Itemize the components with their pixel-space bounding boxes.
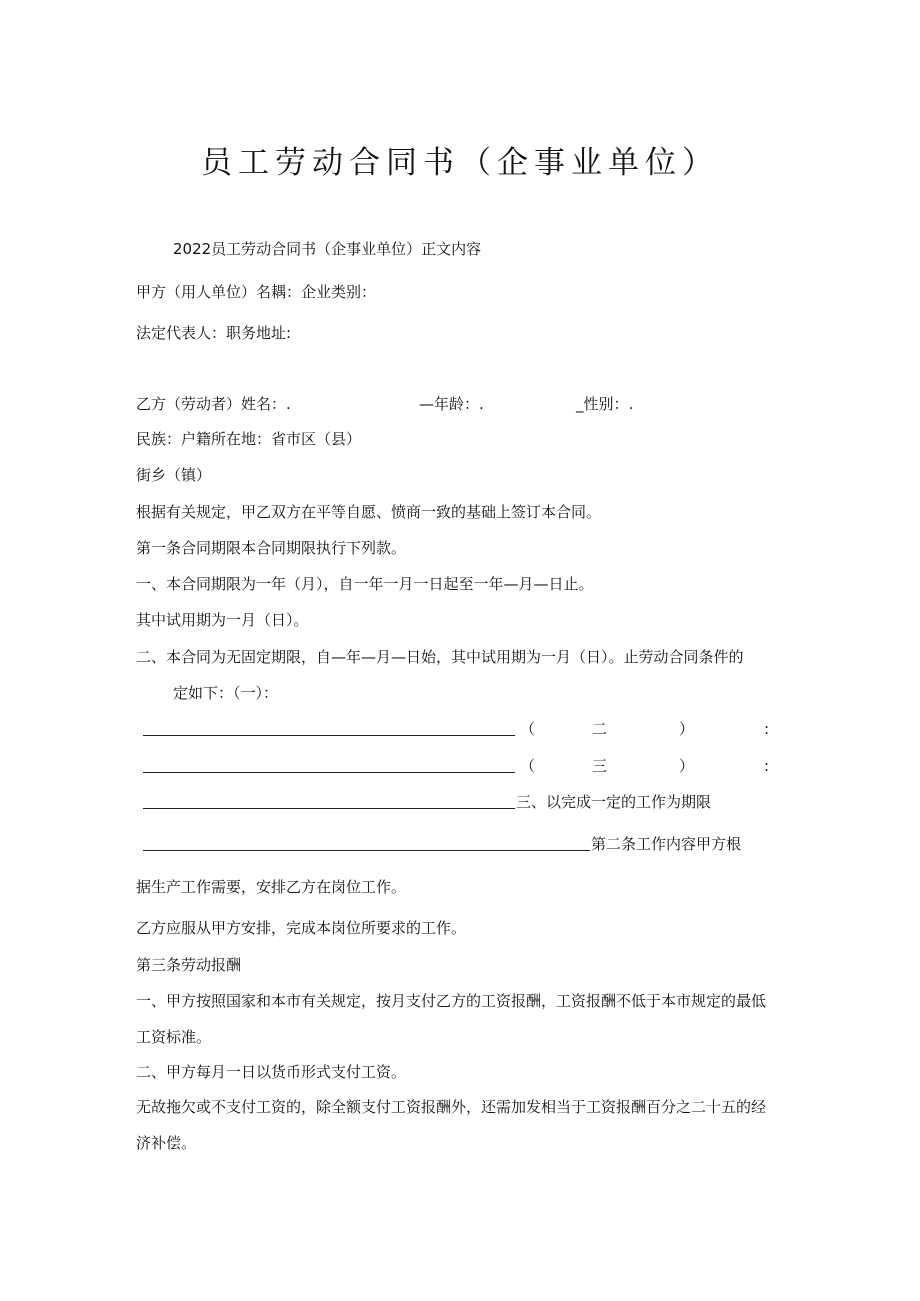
article3-item1-continuation: 工资标准。 [136, 1028, 212, 1046]
blank1-paren-close: ） [679, 720, 695, 738]
blank2-paren-close: ） [679, 757, 695, 775]
blank3-label: 三、以完成一定的工作为期限 [516, 793, 712, 811]
party-b-age-field: —年龄：. [419, 395, 484, 413]
nation-residence-line: 民族：户籍所在地：省市区（县） [136, 430, 362, 448]
fill-in-blank-3[interactable] [143, 794, 515, 809]
article1-item1: 一、本合同期限为一年（月），自一年一月一日起至一年—月—日止。 [136, 575, 594, 593]
fill-in-blank-4[interactable] [143, 836, 590, 851]
intro-paragraph: 根据有关规定，甲乙双方在平等自愿、愤商一致的基础上签订本合同。 [136, 503, 602, 521]
article2-continuation: 据生产工作需要，安排乙方在岗位工作。 [136, 878, 407, 896]
party-b-gender-field: _性别：. [576, 395, 634, 413]
fill-in-blank-1[interactable] [143, 721, 515, 736]
document-subtitle: 2022员工劳动合同书（企事业单位）正文内容 [173, 240, 482, 258]
article2-paragraph-b: 乙方应服从甲方安排，完成本岗位所要求的工作。 [136, 919, 467, 937]
article1-title: 第一条合同期限本合同期限执行下列款。 [136, 539, 407, 557]
article3-title: 第三条劳动报酬 [136, 956, 242, 974]
party-a-name-line: 甲方（用人单位）名耦：企业类别： [136, 283, 377, 301]
article3-item3: 无故拖欠或不支付工资的，除全额支付工资报酬外，还需加发相当于工资报酬百分之二十五的经 [136, 1098, 767, 1116]
blank1-number: 二 [592, 720, 608, 738]
article3-item3-continuation: 济补偿。 [136, 1134, 197, 1152]
article2-title: 第二条工作内容甲方根 [591, 835, 742, 853]
fill-in-blank-2[interactable] [143, 758, 515, 773]
document-title: 员工劳动合同书（企事业单位） [201, 145, 719, 181]
article3-item1: 一、甲方按照国家和本市有关规定，按月支付乙方的工资报酬，工资报酬不低于本市规定的最低 [136, 992, 767, 1010]
party-b-name-field: 乙方（劳动者）姓名：. [136, 395, 291, 413]
article1-probation: 其中试用期为一月（日）。 [136, 611, 309, 629]
blank2-number: 三 [592, 757, 608, 775]
blank2-colon: : [764, 757, 770, 775]
street-line: 街乡（镇） [136, 466, 212, 484]
blank2-paren-open: （ [520, 757, 536, 775]
blank1-colon: : [764, 720, 770, 738]
article1-item2-continuation: 定如下：（一）： [173, 684, 279, 702]
article3-item2: 二、甲方每月一日以货币形式支付工资。 [136, 1063, 407, 1081]
article1-item2: 二、本合同为无固定期限，自—年—月—日始，其中试用期为一月（日）。止劳动合同条件的 [136, 648, 744, 666]
party-a-representative-line: 法定代表人：职务地址: [136, 324, 292, 342]
blank1-paren-open: （ [520, 720, 536, 738]
